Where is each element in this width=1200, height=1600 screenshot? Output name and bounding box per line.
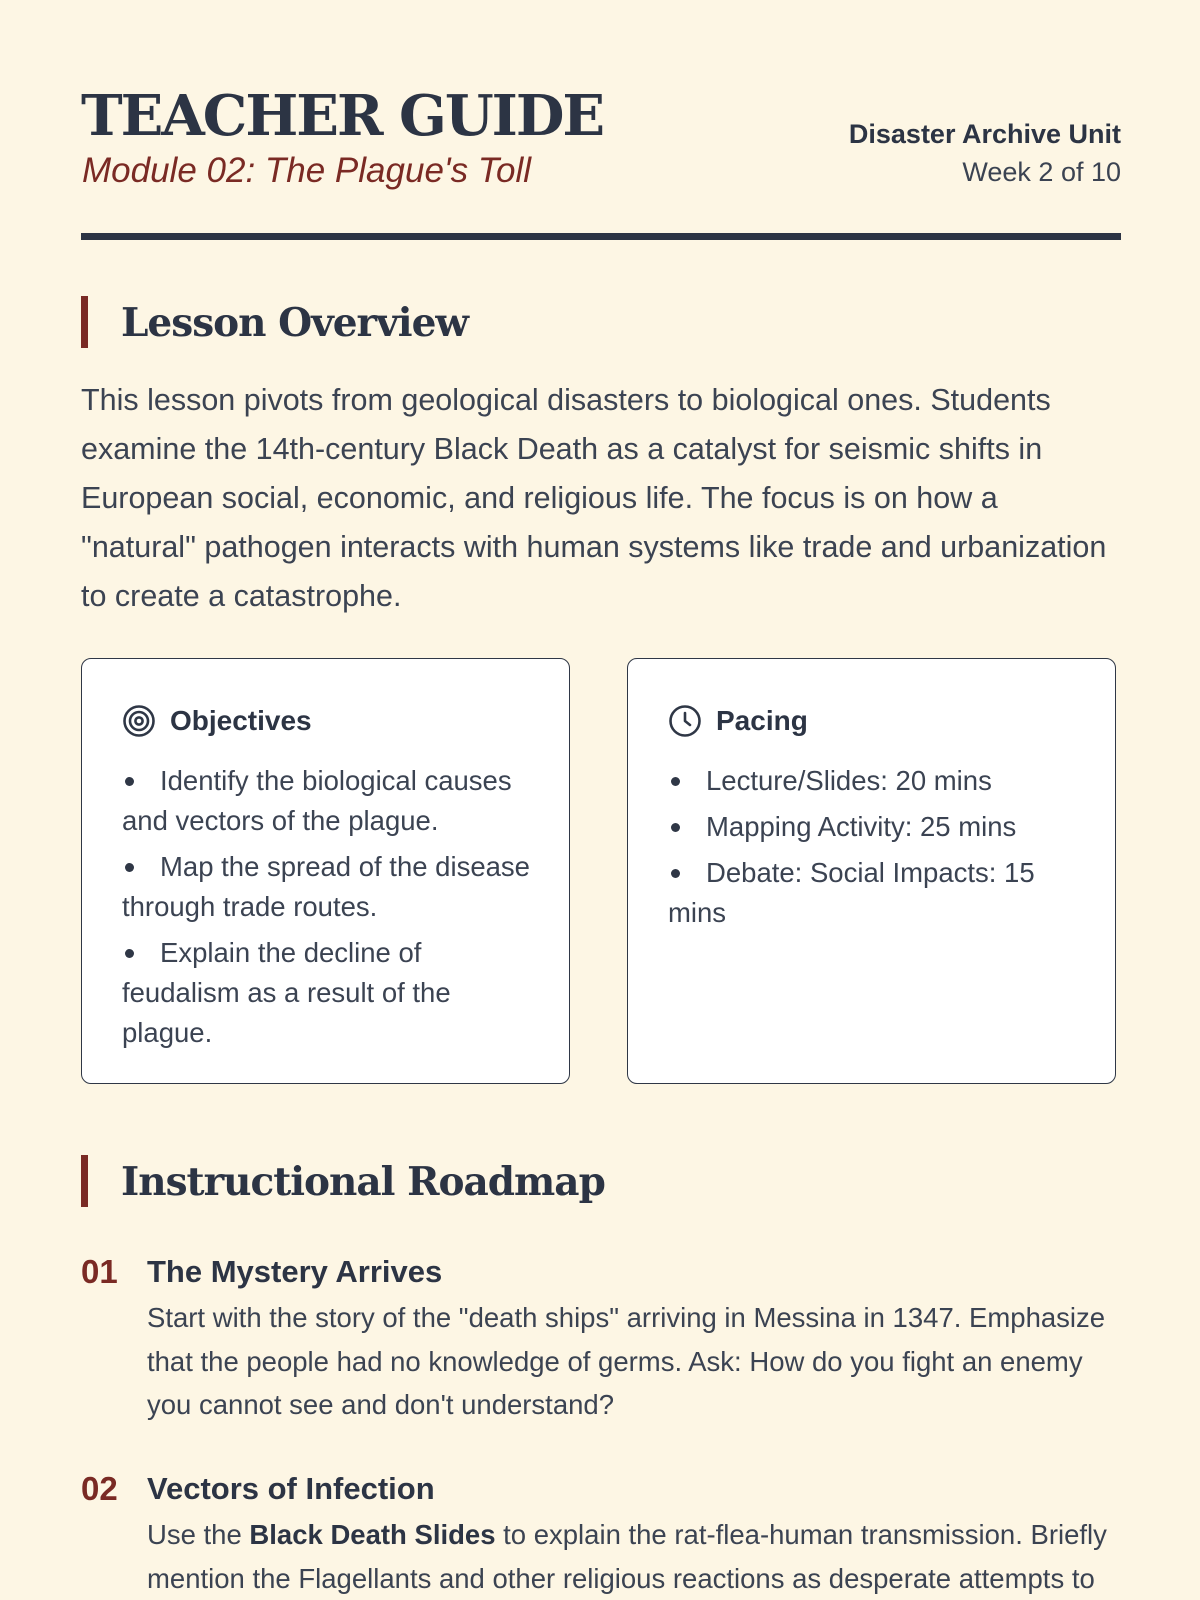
- unit-meta: [849, 116, 1121, 192]
- slides-reference: Black Death Slides: [249, 1519, 496, 1550]
- objective-item: Explain the decline of feudalism as a result of the plague.: [122, 933, 542, 1053]
- pacing-title: Pacing: [716, 705, 808, 736]
- instructional-roadmap-heading: Instructional Roadmap: [81, 1155, 605, 1207]
- step-title: The Mystery Arrives: [147, 1254, 443, 1289]
- pacing-item: Debate: Social Impacts: 15 mins: [668, 853, 1088, 933]
- pacing-card-header: [668, 701, 808, 741]
- objectives-list: [122, 761, 542, 1059]
- objective-item: Map the spread of the disease through trade routes.: [122, 847, 542, 927]
- pacing-card: [627, 658, 1116, 1084]
- pacing-item: Lecture/Slides: 20 mins: [668, 761, 1088, 801]
- teacher-guide-page: [81, 0, 1121, 1594]
- step-number: 02: [81, 1470, 118, 1507]
- header-divider: [81, 233, 1121, 240]
- step-description: [147, 1513, 1127, 1600]
- objectives-card-header: [122, 701, 312, 741]
- page-title: TEACHER GUIDE: [81, 83, 604, 149]
- pacing-item: Mapping Activity: 25 mins: [668, 807, 1088, 847]
- lesson-overview-heading: Lesson Overview: [81, 296, 468, 348]
- unit-week: Week 2 of 10: [962, 157, 1121, 187]
- step-description: Start with the story of the "death ships" arriving in Messina in 1347. Emphasize that the people had no knowledge of germs. Ask: How do you fight an enemy you cannot see and don't understand?: [147, 1302, 1106, 1420]
- pacing-list: [668, 761, 1088, 939]
- module-subtitle: Module 02: The Plague's Toll: [82, 151, 532, 190]
- objective-item: Identify the biological causes and vectors of the plague.: [122, 761, 542, 841]
- objectives-card: [81, 658, 570, 1084]
- step-description-lead: Use the: [147, 1519, 250, 1550]
- step-description-rest: to explain the rat-flea-human transmission. Briefly mention the Flagellants and other religious reactions as desperate attempts to: [147, 1519, 1107, 1594]
- objectives-title: Objectives: [170, 705, 312, 736]
- step-title: Vectors of Infection: [147, 1471, 435, 1506]
- page-header: [81, 0, 1121, 242]
- step-number: 01: [81, 1253, 118, 1290]
- target-icon: [122, 704, 156, 738]
- clock-icon: [668, 704, 702, 738]
- lesson-overview-text: This lesson pivots from geological disasters to biological ones. Students examine the 14th-century Black Death as a catalyst for seismic shifts in European social, economic, and religious life. The focus is on how a "natural" pathogen interacts with human systems like trade and urbanization to create a catastrophe.: [81, 383, 1107, 613]
- unit-name: Disaster Archive Unit: [848, 119, 1121, 149]
